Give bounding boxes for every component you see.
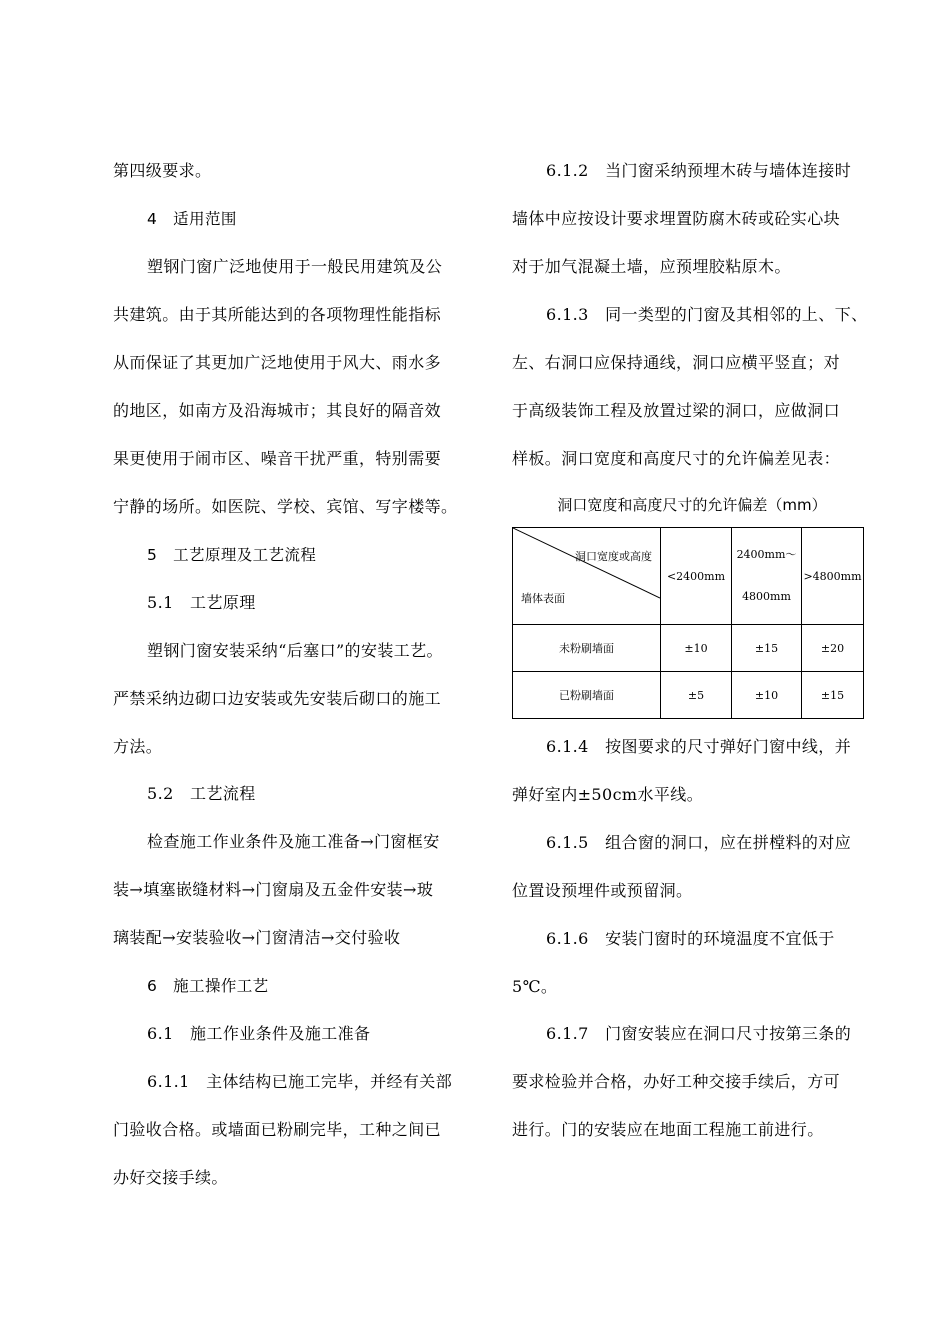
header-spacer bbox=[732, 563, 801, 589]
text-line: 宁静的场所。如医院、学校、宾馆、写字楼等。 bbox=[113, 497, 458, 516]
table-header-cell: <2400mm bbox=[661, 528, 732, 625]
text-line: 共建筑。由于其所能达到的各项物理性能指标 bbox=[113, 305, 442, 324]
deviation-table bbox=[512, 527, 864, 719]
text-line: 塑钢门窗安装采纳“后塞口”的安装工艺。 bbox=[147, 641, 443, 660]
table-title: 洞口宽度和高度尺寸的允许偏差（mm） bbox=[557, 496, 827, 514]
subsection-heading-6-1: 6.1 施工作业条件及施工准备 bbox=[147, 1024, 371, 1043]
text-line: 6.1.3 同一类型的门窗及其相邻的上、下、 bbox=[546, 305, 868, 324]
table-cell: ±10 bbox=[732, 672, 802, 719]
text-line: 6.1.4 按图要求的尺寸弹好门窗中线，并 bbox=[546, 737, 852, 756]
text-line: 墙体中应按设计要求埋置防腐木砖或砼实心块 bbox=[512, 209, 841, 228]
text-line: 弹好室内±50cm水平线。 bbox=[512, 785, 704, 804]
text-line: 样板。洞口宽度和高度尺寸的允许偏差见表： bbox=[512, 449, 841, 468]
text-line: 方法。 bbox=[113, 737, 163, 756]
text-line: 第四级要求。 bbox=[113, 161, 212, 180]
table-cell: ±5 bbox=[661, 672, 732, 719]
text-line: 严禁采纳边砌口边安装或先安装后砌口的施工 bbox=[113, 689, 442, 708]
row-label: 未粉刷墙面 bbox=[513, 625, 661, 672]
text-line: 6.1.7 门窗安装应在洞口尺寸按第三条的 bbox=[546, 1024, 852, 1043]
text-line: 果更使用于闹市区、噪音干扰严重，特别需要 bbox=[113, 449, 442, 468]
section-heading-5: 5 工艺原理及工艺流程 bbox=[147, 546, 317, 564]
table-header-row bbox=[513, 528, 864, 625]
table-row bbox=[513, 672, 864, 719]
text-line: 装→填塞嵌缝材料→门窗扇及五金件安装→玻 bbox=[113, 880, 434, 899]
table-cell: ±15 bbox=[802, 672, 864, 719]
text-line: 办好交接手续。 bbox=[113, 1168, 228, 1187]
text-line: 对于加气混凝土墙，应预埋胶粘原木。 bbox=[512, 257, 791, 276]
text-line: 6.1.5 组合窗的洞口，应在拼樘料的对应 bbox=[546, 833, 852, 852]
text-line: 5℃。 bbox=[512, 977, 558, 996]
table-cell: ±10 bbox=[661, 625, 732, 672]
text-line: 6.1.6 安装门窗时的环境温度不宜低于 bbox=[546, 929, 835, 948]
section-heading-6: 6 施工操作工艺 bbox=[147, 977, 269, 995]
text-line: 于高级装饰工程及放置过梁的洞口，应做洞口 bbox=[512, 401, 841, 420]
text-line: 检查施工作业条件及施工准备→门窗框安 bbox=[147, 832, 440, 851]
text-line: 6.1.2 当门窗采纳预埋木砖与墙体连接时 bbox=[546, 161, 852, 180]
header-line: 2400mm～ bbox=[736, 548, 797, 561]
text-line: 的地区，如南方及沿海城市；其良好的隔音效 bbox=[113, 401, 442, 420]
diagonal-line bbox=[513, 528, 660, 624]
text-line: 左、右洞口应保持通线，洞口应横平竖直；对 bbox=[512, 353, 841, 372]
text-line: 塑钢门窗广泛地使用于一般民用建筑及公 bbox=[147, 257, 443, 276]
subsection-heading-5-2: 5.2 工艺流程 bbox=[147, 784, 256, 803]
text-line: 6.1.1 主体结构已施工完毕，并经有关部 bbox=[147, 1072, 453, 1091]
text-line: 门验收合格。或墙面已粉刷完毕，工种之间已 bbox=[113, 1120, 442, 1139]
corner-label-top: 洞口宽度或高度 bbox=[575, 550, 652, 563]
header-line: 4800mm bbox=[742, 590, 791, 603]
table-header-cell: >4800mm bbox=[802, 528, 864, 625]
table-cell: ±20 bbox=[802, 625, 864, 672]
corner-label-bottom: 墙体表面 bbox=[521, 592, 565, 605]
table-row bbox=[513, 625, 864, 672]
text-line: 位置设预埋件或预留洞。 bbox=[512, 881, 693, 900]
section-heading-4: 4 适用范围 bbox=[147, 210, 237, 228]
row-label: 已粉刷墙面 bbox=[513, 672, 661, 719]
subsection-heading-5-1: 5.1 工艺原理 bbox=[147, 593, 256, 612]
text-line: 从而保证了其更加广泛地使用于风大、雨水多 bbox=[113, 353, 442, 372]
text-line: 进行。门的安装应在地面工程施工前进行。 bbox=[512, 1120, 824, 1139]
table-corner-cell bbox=[513, 528, 661, 625]
text-line: 璃装配→安装验收→门窗清洁→交付验收 bbox=[113, 928, 401, 947]
table-header-cell bbox=[732, 528, 802, 625]
text-line: 要求检验并合格，办好工种交接手续后，方可 bbox=[512, 1072, 841, 1091]
table-cell: ±15 bbox=[732, 625, 802, 672]
